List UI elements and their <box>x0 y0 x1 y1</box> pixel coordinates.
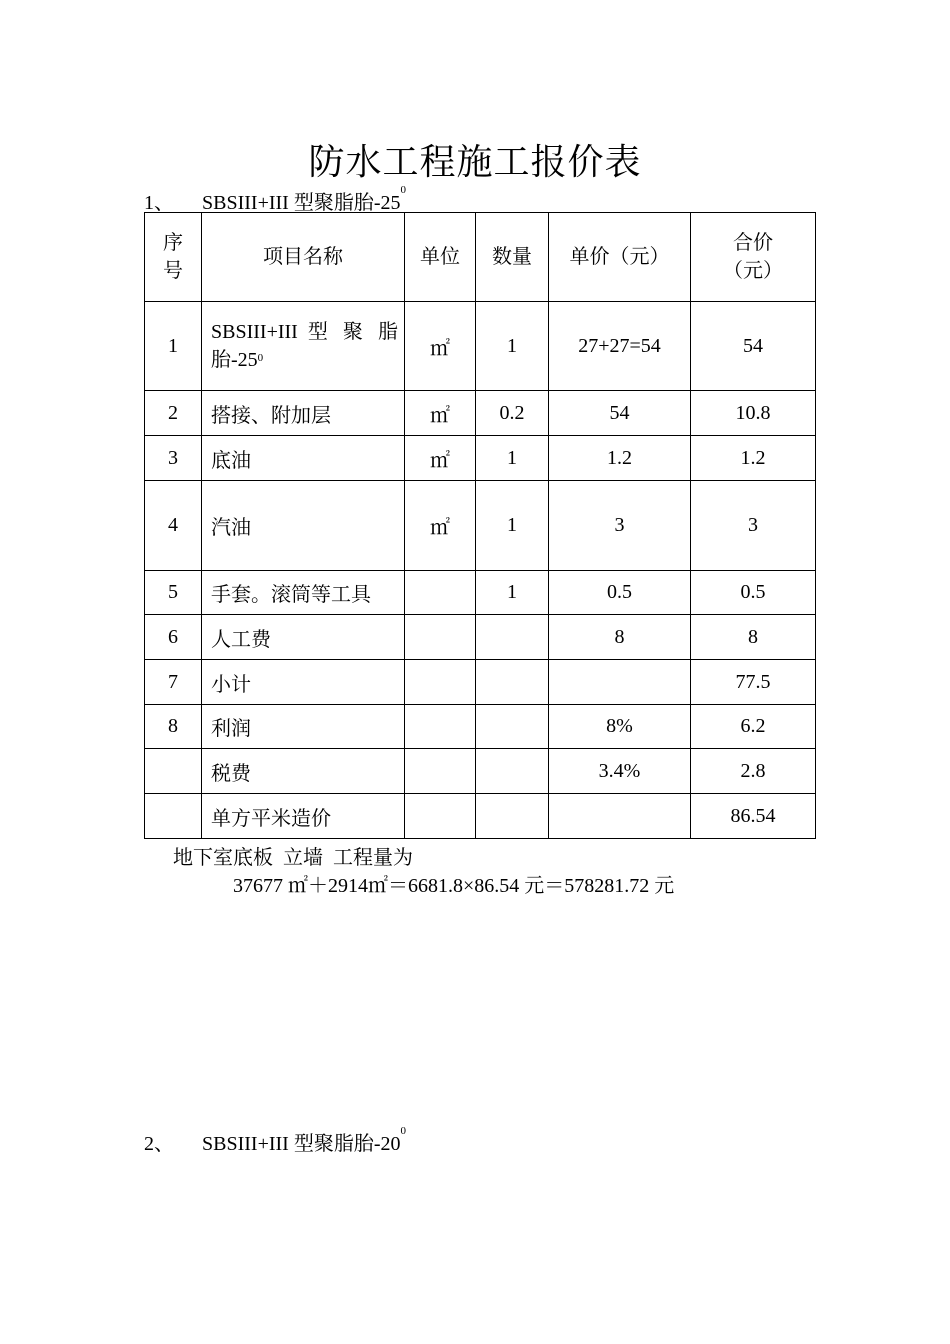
cell-seq <box>145 794 202 839</box>
cell-seq: 5 <box>145 571 202 615</box>
cell-qty <box>476 705 549 749</box>
cell-name: 人工费 <box>202 615 405 660</box>
cell-total: 54 <box>691 302 816 391</box>
section-2-text: SBSIII+III 型聚脂胎-20 <box>202 1133 401 1155</box>
cell-seq: 4 <box>145 481 202 571</box>
cell-name: SBSIII+III 型 聚 脂 胎$-25^0$ <box>202 302 405 391</box>
cell-price: 1.2 <box>549 436 691 481</box>
cell-name: 小计 <box>202 660 405 705</box>
table-row <box>145 615 816 660</box>
cell-qty <box>476 660 549 705</box>
cell-price <box>549 660 691 705</box>
cell-qty <box>476 749 549 794</box>
cell-qty: 1 <box>476 302 549 391</box>
cell-total: 2.8 <box>691 749 816 794</box>
section-1-heading <box>144 186 406 215</box>
cell-unit: ㎡ <box>405 302 476 391</box>
cell-unit: ㎡ <box>405 481 476 571</box>
cell-total: 10.8 <box>691 391 816 436</box>
cell-total: 3 <box>691 481 816 571</box>
cell-qty <box>476 794 549 839</box>
section-2-superscript: 0 <box>400 1125 406 1137</box>
cell-total: 8 <box>691 615 816 660</box>
header-seq: 序 号 <box>145 213 202 302</box>
document-title: 防水工程施工报价表 <box>308 142 642 183</box>
section-1-superscript: 0 <box>400 184 406 196</box>
table-row <box>145 794 816 839</box>
cell-qty <box>476 615 549 660</box>
cell-name: 利润 <box>202 705 405 749</box>
section-2-number: 2、 <box>144 1133 174 1155</box>
cell-unit <box>405 660 476 705</box>
cell-total: 86.54 <box>691 794 816 839</box>
header-total: 合价 （元） <box>691 213 816 302</box>
cell-total: 1.2 <box>691 436 816 481</box>
table-row <box>145 302 816 391</box>
header-qty: 数量 <box>476 213 549 302</box>
cell-unit <box>405 794 476 839</box>
cell-price: 27+27=54 <box>549 302 691 391</box>
cell-name: 单方平米造价 <box>202 794 405 839</box>
cell-unit <box>405 615 476 660</box>
header-price: 单价（元） <box>549 213 691 302</box>
cell-price <box>549 794 691 839</box>
cell-price: 54 <box>549 391 691 436</box>
table-row <box>145 705 816 749</box>
cell-unit <box>405 571 476 615</box>
cell-unit: ㎡ <box>405 436 476 481</box>
cell-seq: 2 <box>145 391 202 436</box>
cell-price: 8% <box>549 705 691 749</box>
header-name: 项目名称 <box>202 213 405 302</box>
cell-name: 底油 <box>202 436 405 481</box>
cell-total: 77.5 <box>691 660 816 705</box>
quote-table <box>144 212 816 839</box>
table-row <box>145 571 816 615</box>
cell-price: 8 <box>549 615 691 660</box>
cell-total: 0.5 <box>691 571 816 615</box>
cell-seq: 3 <box>145 436 202 481</box>
cell-unit <box>405 705 476 749</box>
quantity-note: 地下室底板 立墙 工程量为 <box>173 847 413 869</box>
cell-price: 0.5 <box>549 571 691 615</box>
cell-name: 汽油 <box>202 481 405 571</box>
table-row <box>145 436 816 481</box>
section-2-heading <box>144 1127 406 1156</box>
cell-name: 手套。滚筒等工具 <box>202 571 405 615</box>
cell-qty: 1 <box>476 481 549 571</box>
cell-name: 搭接、附加层 <box>202 391 405 436</box>
cell-unit <box>405 749 476 794</box>
table-header-row <box>145 213 816 302</box>
cell-name: 税费 <box>202 749 405 794</box>
cell-seq: 1 <box>145 302 202 391</box>
section-1-number: 1、 <box>144 192 174 214</box>
cell-qty: 1 <box>476 571 549 615</box>
header-unit: 单位 <box>405 213 476 302</box>
cell-qty: 0.2 <box>476 391 549 436</box>
table-row <box>145 391 816 436</box>
cell-price: 3 <box>549 481 691 571</box>
section-1-text: SBSIII+III 型聚脂胎-25 <box>202 192 401 214</box>
table-row <box>145 481 816 571</box>
cell-price: 3.4% <box>549 749 691 794</box>
total-calculation: 37677 ㎡＋2914㎡＝6681.8×86.54 元＝578281.72 元 <box>233 875 675 897</box>
cell-seq: 7 <box>145 660 202 705</box>
cell-total: 6.2 <box>691 705 816 749</box>
cell-seq <box>145 749 202 794</box>
table-row <box>145 660 816 705</box>
cell-unit: ㎡ <box>405 391 476 436</box>
cell-seq: 8 <box>145 705 202 749</box>
cell-seq: 6 <box>145 615 202 660</box>
table-row <box>145 749 816 794</box>
cell-qty: 1 <box>476 436 549 481</box>
